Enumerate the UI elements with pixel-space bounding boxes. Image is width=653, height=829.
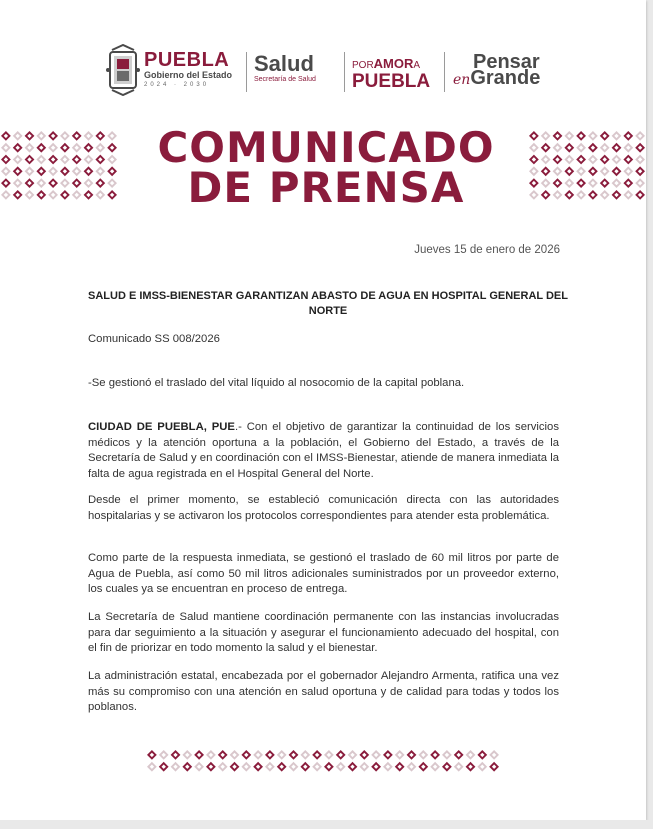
headline: SALUD E IMSS-BIENESTAR GARANTIZAN ABASTO DE AGUA EN HOSPITAL GENERAL DEL NORTE [88,290,568,317]
puebla-gobierno-logo [144,50,232,90]
decorative-pattern-right [528,130,646,202]
decorative-pattern-bottom [146,749,502,775]
paragraph: La administración estatal, encabezada por el gobernador Alejandro Armenta, ratifica una vez más su compromiso con una atención en salud oportuna y de calidad para todas y todos los poblanos. [88,670,559,714]
amor-logo-por: POR [352,60,374,71]
logo-divider [444,52,445,92]
title-line-1: COMUNICADO [157,123,495,172]
pensar-logo-word: Pensar [473,51,540,73]
por-amor-a-puebla-logo [352,57,430,91]
summary-line: -Se gestionó el traslado del vital líquido al nosocomio de la capital poblana. [88,377,465,389]
lead-place: CIUDAD DE PUEBLA, PUE [88,421,235,433]
amor-logo-amor: AMOR [373,56,414,71]
page-title [118,123,534,212]
paragraph-lead [88,420,559,482]
pensar-logo-en: en [453,72,471,88]
decorative-pattern-left [0,130,118,202]
logo-divider [246,52,247,92]
pensar-logo-grande: Grande [470,67,541,89]
release-date: Jueves 15 de enero de 2026 [414,244,560,256]
salud-logo-sub: Secretaría de Salud [254,76,316,83]
puebla-logo-years: 2024 · 2030 [144,82,210,88]
release-reference: Comunicado SS 008/2026 [88,333,220,345]
paragraph: Desde el primer momento, se estableció comunicación directa con las autoridades hospitalarias y se activaron los protocolos correspondientes para atender esta problemática. [88,494,559,522]
paragraph-lead-text: .- Con el objetivo de garantizar la continuidad de los servicios médicos y la atención oportuna a la población, el Gobierno del Estado, a través de la Secretaría de Salud y en coordinación con el IMSS-Bienestar, atiende de manera inmediata la falta de agua registrada en el Hospital General del Norte. [88,421,559,480]
paragraph: Como parte de la respuesta inmediata, se gestionó el traslado de 60 mil litros por parte de Agua de Puebla, así como 50 mil litros adicionales suministrados por un proveedor externo, los cuales ya se encuentran en proceso de entrega. [88,552,559,596]
salud-logo-word: Salud [254,51,314,76]
puebla-logo-sub: Gobierno del Estado [144,70,233,80]
salud-logo [254,53,316,85]
viewer-background [0,820,653,829]
amor-logo-a: A [413,60,421,71]
paragraph: La Secretaría de Salud mantiene coordinación permanente con las instancias involucradas para dar seguimiento a la situación y asegurar el funcionamiento adecuado del hospital, con el fin de priorizar en todo momento la salud y el bienestar. [88,611,559,655]
header-logos [106,44,546,100]
title-line-2: DE PRENSA [187,163,465,212]
logo-divider [344,52,345,92]
amor-logo-puebla: PUEBLA [352,71,431,92]
state-seal-icon [106,44,140,96]
pensar-en-grande-logo [453,51,541,89]
puebla-logo-word: PUEBLA [144,49,230,71]
